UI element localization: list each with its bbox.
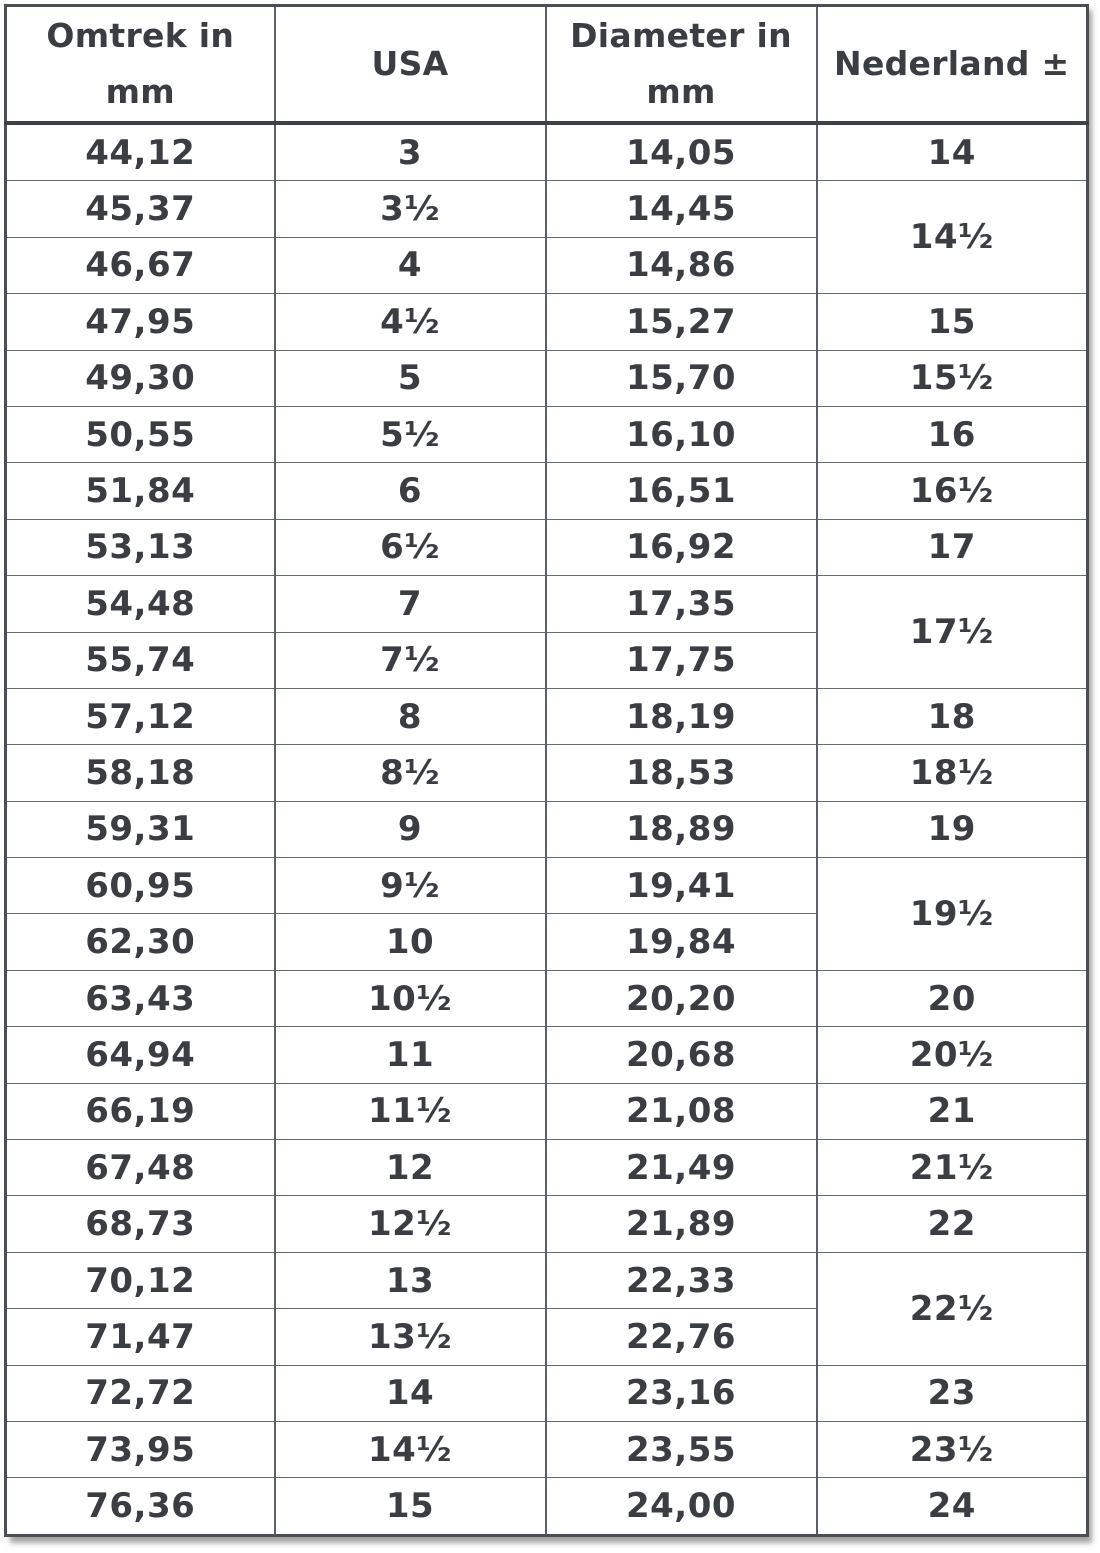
cell-diameter: 15,27 (546, 294, 817, 350)
table-row (6, 576, 1088, 632)
cell-diameter: 21,89 (546, 1196, 817, 1252)
cell-omtrek: 44,12 (6, 123, 275, 181)
cell-nederland: 14½ (817, 181, 1088, 294)
table-row (6, 1365, 1088, 1421)
cell-usa: 4 (275, 237, 546, 293)
cell-omtrek: 55,74 (6, 632, 275, 688)
cell-diameter: 23,55 (546, 1422, 817, 1478)
cell-omtrek: 47,95 (6, 294, 275, 350)
cell-usa: 4½ (275, 294, 546, 350)
cell-omtrek: 71,47 (6, 1309, 275, 1365)
cell-omtrek: 70,12 (6, 1252, 275, 1308)
cell-nederland: 19 (817, 801, 1088, 857)
cell-omtrek: 73,95 (6, 1422, 275, 1478)
cell-diameter: 14,86 (546, 237, 817, 293)
table-body (6, 123, 1088, 1536)
ring-size-table (4, 4, 1089, 1537)
cell-omtrek: 68,73 (6, 1196, 275, 1252)
cell-nederland: 20 (817, 970, 1088, 1026)
cell-usa: 11 (275, 1027, 546, 1083)
cell-nederland: 17 (817, 519, 1088, 575)
table-row (6, 1252, 1088, 1308)
cell-usa: 10½ (275, 970, 546, 1026)
cell-diameter: 24,00 (546, 1478, 817, 1536)
table-row (6, 858, 1088, 914)
cell-usa: 6 (275, 463, 546, 519)
cell-diameter: 16,10 (546, 406, 817, 462)
cell-nederland: 14 (817, 123, 1088, 181)
cell-diameter: 21,08 (546, 1083, 817, 1139)
table-row (6, 1083, 1088, 1139)
cell-usa: 12½ (275, 1196, 546, 1252)
cell-nederland: 20½ (817, 1027, 1088, 1083)
table-row (6, 123, 1088, 181)
cell-omtrek: 57,12 (6, 688, 275, 744)
cell-diameter: 15,70 (546, 350, 817, 406)
cell-diameter: 19,84 (546, 914, 817, 970)
cell-diameter: 18,89 (546, 801, 817, 857)
cell-nederland: 16½ (817, 463, 1088, 519)
cell-nederland: 18½ (817, 745, 1088, 801)
header-row (6, 6, 1088, 124)
cell-usa: 3 (275, 123, 546, 181)
cell-nederland: 23 (817, 1365, 1088, 1421)
cell-diameter: 14,45 (546, 181, 817, 237)
cell-diameter: 17,35 (546, 576, 817, 632)
cell-diameter: 19,41 (546, 858, 817, 914)
cell-diameter: 21,49 (546, 1140, 817, 1196)
cell-omtrek: 51,84 (6, 463, 275, 519)
cell-diameter: 16,92 (546, 519, 817, 575)
header-diameter: Diameter in mm (546, 6, 817, 124)
table-row (6, 1196, 1088, 1252)
cell-omtrek: 64,94 (6, 1027, 275, 1083)
cell-diameter: 16,51 (546, 463, 817, 519)
table-row (6, 970, 1088, 1026)
cell-usa: 8 (275, 688, 546, 744)
table-row (6, 1027, 1088, 1083)
cell-diameter: 22,33 (546, 1252, 817, 1308)
table-header (6, 6, 1088, 124)
cell-omtrek: 54,48 (6, 576, 275, 632)
table-row (6, 1140, 1088, 1196)
cell-usa: 14½ (275, 1422, 546, 1478)
header-omtrek: Omtrek in mm (6, 6, 275, 124)
cell-usa: 5½ (275, 406, 546, 462)
table-row (6, 350, 1088, 406)
cell-usa: 11½ (275, 1083, 546, 1139)
cell-omtrek: 76,36 (6, 1478, 275, 1536)
cell-usa: 10 (275, 914, 546, 970)
cell-omtrek: 66,19 (6, 1083, 275, 1139)
cell-diameter: 18,19 (546, 688, 817, 744)
header-nederland: Nederland ± (817, 6, 1088, 124)
cell-usa: 6½ (275, 519, 546, 575)
cell-usa: 13½ (275, 1309, 546, 1365)
cell-usa: 8½ (275, 745, 546, 801)
cell-nederland: 21½ (817, 1140, 1088, 1196)
table-row (6, 463, 1088, 519)
cell-omtrek: 45,37 (6, 181, 275, 237)
cell-diameter: 14,05 (546, 123, 817, 181)
table-row (6, 294, 1088, 350)
cell-usa: 15 (275, 1478, 546, 1536)
cell-omtrek: 67,48 (6, 1140, 275, 1196)
cell-usa: 14 (275, 1365, 546, 1421)
cell-diameter: 22,76 (546, 1309, 817, 1365)
cell-nederland: 15 (817, 294, 1088, 350)
cell-usa: 9½ (275, 858, 546, 914)
cell-diameter: 23,16 (546, 1365, 817, 1421)
cell-omtrek: 60,95 (6, 858, 275, 914)
cell-nederland: 23½ (817, 1422, 1088, 1478)
table-row (6, 688, 1088, 744)
cell-usa: 7½ (275, 632, 546, 688)
cell-omtrek: 59,31 (6, 801, 275, 857)
cell-diameter: 17,75 (546, 632, 817, 688)
cell-usa: 13 (275, 1252, 546, 1308)
table-row (6, 1422, 1088, 1478)
cell-usa: 5 (275, 350, 546, 406)
cell-nederland: 22½ (817, 1252, 1088, 1365)
cell-omtrek: 50,55 (6, 406, 275, 462)
cell-usa: 3½ (275, 181, 546, 237)
table-row (6, 519, 1088, 575)
table-row (6, 801, 1088, 857)
cell-omtrek: 62,30 (6, 914, 275, 970)
cell-usa: 7 (275, 576, 546, 632)
cell-nederland: 15½ (817, 350, 1088, 406)
table-row (6, 406, 1088, 462)
cell-omtrek: 58,18 (6, 745, 275, 801)
header-usa: USA (275, 6, 546, 124)
cell-diameter: 18,53 (546, 745, 817, 801)
cell-omtrek: 53,13 (6, 519, 275, 575)
cell-nederland: 22 (817, 1196, 1088, 1252)
cell-nederland: 24 (817, 1478, 1088, 1536)
cell-diameter: 20,68 (546, 1027, 817, 1083)
cell-usa: 9 (275, 801, 546, 857)
cell-omtrek: 49,30 (6, 350, 275, 406)
cell-nederland: 18 (817, 688, 1088, 744)
table-row (6, 1478, 1088, 1536)
cell-nederland: 21 (817, 1083, 1088, 1139)
cell-diameter: 20,20 (546, 970, 817, 1026)
table-row (6, 181, 1088, 237)
cell-omtrek: 72,72 (6, 1365, 275, 1421)
cell-nederland: 17½ (817, 576, 1088, 689)
cell-usa: 12 (275, 1140, 546, 1196)
cell-omtrek: 46,67 (6, 237, 275, 293)
table-row (6, 745, 1088, 801)
cell-nederland: 19½ (817, 858, 1088, 971)
cell-omtrek: 63,43 (6, 970, 275, 1026)
cell-nederland: 16 (817, 406, 1088, 462)
